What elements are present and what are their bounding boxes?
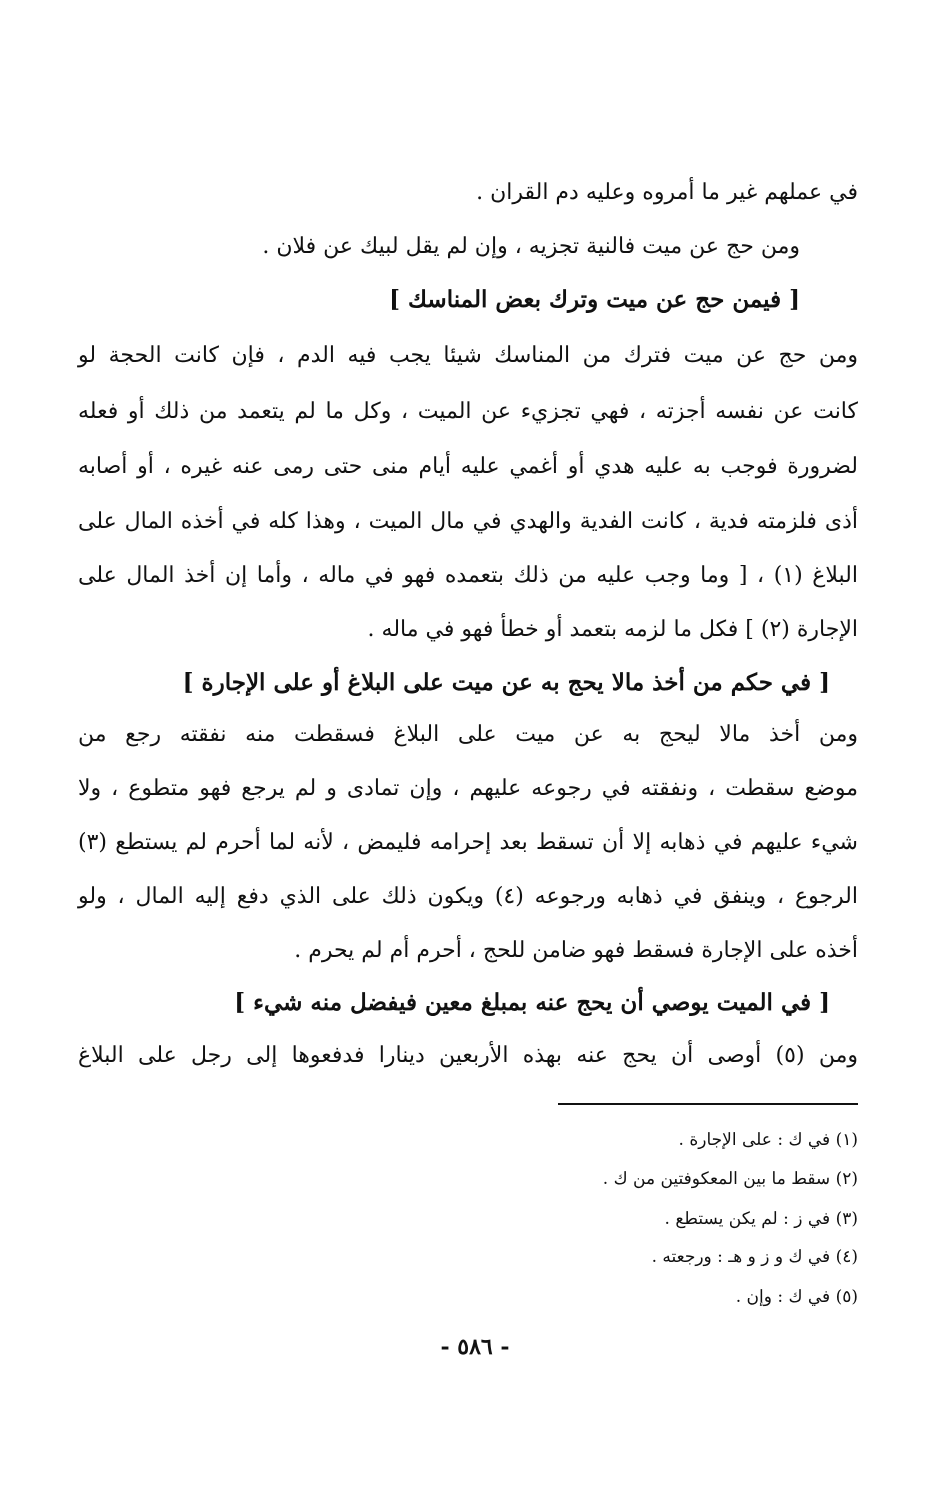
footnote-divider <box>558 1103 858 1105</box>
text-line: ومن (٥) أوصى أن يحج عنه بهذه الأربعين دينارا فدفعوها إلى رجل على البلاغ <box>78 1043 858 1068</box>
page-number: - ٥٨٦ - <box>440 1334 510 1360</box>
text-line: شيء عليهم في ذهابه إلا أن تسقط بعد إحرامه فليمض ، لأنه لما أحرم لم يستطع (٣) <box>78 830 858 855</box>
text-line: موضع سقطت ، ونفقته في رجوعه عليهم ، وإن تمادى و لم يرجع فهو متطوع ، ولا <box>78 776 858 801</box>
text-line: أذى فلزمته فدية ، كانت الفدية والهدي في مال الميت ، وهذا كله في أخذه المال على <box>78 509 858 534</box>
text-line: كانت عن نفسه أجزته ، فهي تجزيء عن الميت ، وكل ما لم يتعمد من ذلك أو فعله <box>78 399 858 424</box>
footnote: (٥) في ك : وإن . <box>735 1287 858 1307</box>
text-line: في عملهم غير ما أمروه وعليه دم القران . <box>476 180 858 205</box>
text-line: ومن أخذ مالا ليحج به عن ميت على البلاغ فسقطت منه نفقته رجع من <box>78 722 858 747</box>
text-line: لضرورة فوجب به عليه هدي أو أغمي عليه أيام منى حتى رمى عنه غيره ، أو أصابه <box>78 454 858 479</box>
text-line: ومن حج عن ميت فترك من المناسك شيئا يجب فيه الدم ، فإن كانت الحجة لو <box>78 343 859 368</box>
section-heading: [ فيمن حج عن ميت وترك بعض المناسك ] <box>389 286 800 313</box>
text-line: أخذه على الإجارة فسقط فهو ضامن للحج ، أحرم أم لم يحرم . <box>294 938 858 963</box>
footnote: (٣) في ز : لم يكن يستطع . <box>664 1209 858 1229</box>
section-heading: [ في حكم من أخذ مالا يحج به عن ميت على البلاغ أو على الإجارة ] <box>182 669 830 696</box>
text-line: الرجوع ، وينفق في ذهابه ورجوعه (٤) ويكون ذلك على الذي دفع إليه المال ، ولو <box>78 884 858 909</box>
text-line: ومن حج عن ميت فالنية تجزيه ، وإن لم يقل لبيك عن فلان . <box>262 234 800 259</box>
text-line: الإجارة (٢) ] فكل ما لزمه بتعمد أو خطأ فهو في ماله . <box>367 617 858 642</box>
section-heading: [ في الميت يوصي أن يحج عنه بمبلغ معين فيفضل منه شيء ] <box>234 989 830 1016</box>
footnote: (٢) سقط ما بين المعكوفتين من ك . <box>602 1169 858 1189</box>
text-line: البلاغ (١) ، [ وما وجب عليه من ذلك بتعمده فهو في ماله ، وأما إن أخذ المال على <box>78 563 858 588</box>
footnote: (١) في ك : على الإجارة . <box>678 1130 858 1150</box>
footnote: (٤) في ك و ز و هـ : ورجعته . <box>651 1247 858 1267</box>
